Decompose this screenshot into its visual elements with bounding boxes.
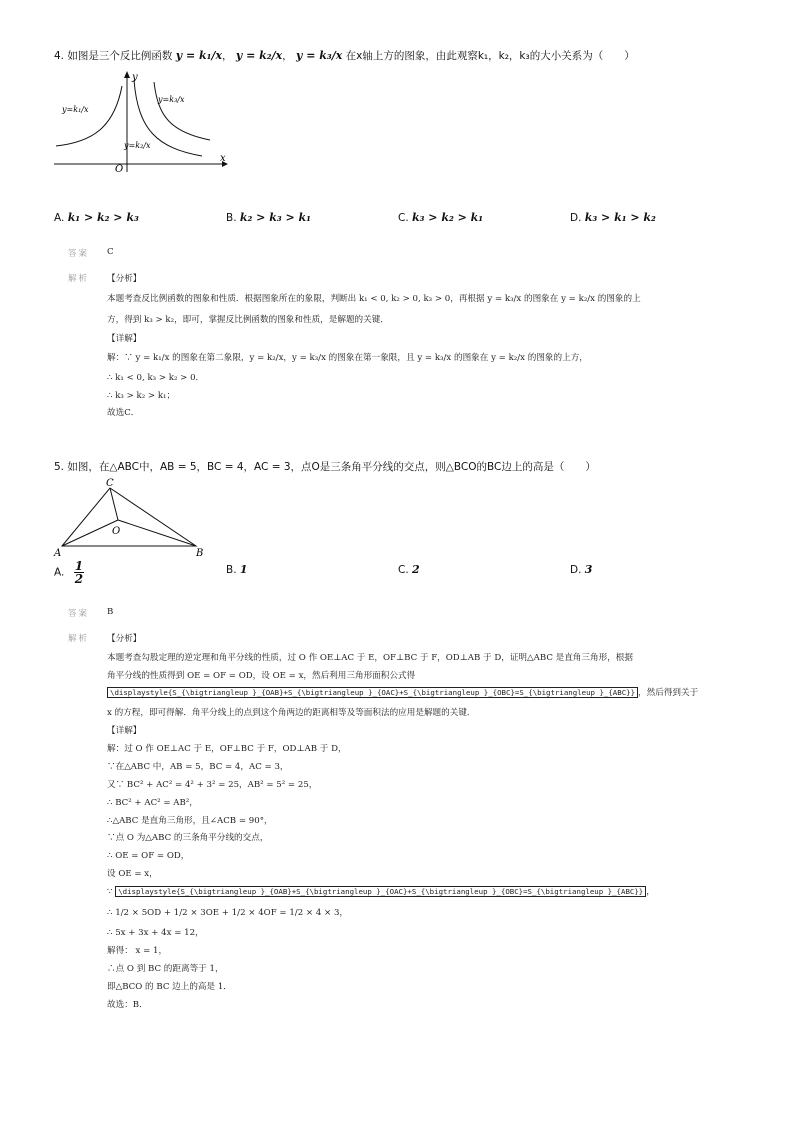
q5-graph <box>52 476 212 560</box>
q5-line: ∵在△ABC 中，AB = 5，BC = 4，AC = 3， <box>107 762 289 772</box>
segment-bo <box>118 520 196 546</box>
option-text: 1 <box>239 563 248 576</box>
q5-formula-line <box>107 885 655 897</box>
label-b: B <box>196 548 204 559</box>
q5-answer-label: 答案 <box>68 609 90 619</box>
option-text: k₃ > k₁ > k₂ <box>584 211 656 224</box>
q5-option-c <box>398 563 420 576</box>
curve-k3 <box>154 82 210 140</box>
q5-line: ∴ OE = OF = OD， <box>107 851 190 861</box>
formula-suffix: ，然后得到关于 <box>638 688 699 698</box>
option-letter: A. <box>54 212 65 224</box>
q5-line: ∴ 5x + 3x + 4x = 12， <box>107 928 204 938</box>
q5-stem-text: 如图，在△ABC中，AB = 5，BC = 4，AC = 3，点O是三条角平分线的交点，则△BCO的BC边上的高是（ ） <box>67 461 596 473</box>
q4-line: 解：∵ y = k₁/x 的图象在第二象限，y = k₂/x，y = k₃/x 的图象在第一象限，且 y = k₃/x 的图象在 y = k₂/x 的图象的上方， <box>107 353 588 363</box>
latex-box: \displaystyle{S_{\bigtriangleup }_{OAB}+S_{\bigtriangleup }_{OAC}+S_{\bigtriangleup }_{OBC}=S_{\bigtriangleup }_{ABC}} <box>115 886 646 897</box>
q4-sep: ， <box>222 50 233 62</box>
option-fraction <box>74 560 84 585</box>
q4-option-a <box>54 211 139 224</box>
option-text: k₃ > k₂ > k₁ <box>412 211 484 224</box>
option-letter: D. <box>570 564 582 576</box>
q5-line: 设 OE = x， <box>107 869 158 879</box>
label-f1: y=k₁/x <box>62 105 89 114</box>
q5-line: 【分析】 <box>107 634 142 644</box>
q4-line: 【分析】 <box>107 274 142 284</box>
q4-line: 本题考查反比例函数的图象和性质．根据图象所在的象限，判断出 k₁ < 0, k₂ > 0, k₃ > 0，再根据 y = k₃/x 的图象在 y = k₂/x 的图象的上 <box>107 294 641 304</box>
curve-k1 <box>56 86 122 146</box>
q5-line: ∴点 O 到 BC 的距离等于 1， <box>107 964 224 974</box>
q4-f2: y = k₂/x <box>235 49 283 62</box>
q4-analysis-label: 解析 <box>68 274 90 284</box>
q4-number: 4. <box>54 50 65 62</box>
option-letter: C. <box>398 212 409 224</box>
q4-graph <box>52 68 232 176</box>
label-a: A <box>54 548 62 559</box>
q4-line: 方，得到 k₃ > k₂，即可，掌握反比例函数的图象和性质，是解题的关键． <box>107 315 389 325</box>
q5-line: 解得： x = 1， <box>107 946 168 956</box>
q4-option-b <box>226 211 311 224</box>
q4-f3: y = k₃/x <box>296 49 343 62</box>
q4-line: ∴ k₁ < 0, k₃ > k₂ > 0． <box>107 373 205 383</box>
label-origin: O <box>115 164 124 175</box>
q4-option-c <box>398 211 483 224</box>
option-text: k₁ > k₂ > k₃ <box>67 211 139 224</box>
y-axis-arrow <box>124 71 130 78</box>
option-letter: D. <box>570 212 582 224</box>
q4-answer: C <box>107 247 114 257</box>
option-text: k₂ > k₃ > k₁ <box>239 211 311 224</box>
label-c: C <box>106 478 114 489</box>
formula-suffix: ， <box>646 887 655 897</box>
q5-line: ∴ 1/2 × 5OD + 1/2 × 3OE + 1/2 × 4OF = 1/2 × 4 × 3， <box>107 908 349 918</box>
triangle-abc <box>62 488 196 546</box>
q5-formula-line <box>107 686 698 698</box>
q5-line: 本题考查勾股定理的逆定理和角平分线的性质，过 O 作 OE⊥AC 于 E，OF⊥BC 于 F，OD⊥AB 于 D，证明△ABC 是直角三角形，根据 <box>107 653 633 663</box>
q4-option-d <box>570 211 656 224</box>
q5-line: ∵点 O 为△ABC 的三条角平分线的交点， <box>107 833 269 843</box>
label-f3: y=k₃/x <box>158 95 185 104</box>
option-text: 2 <box>412 563 420 576</box>
latex-box: \displaystyle{S_{\bigtriangleup }_{OAB}+S_{\bigtriangleup }_{OAC}+S_{\bigtriangleup }_{OBC}=S_{\bigtriangleup }_{ABC}} <box>107 687 638 698</box>
q5-line: 即△BCO 的 BC 边上的高是 1． <box>107 982 232 992</box>
q5-option-a <box>54 560 84 585</box>
q4-sep: ， <box>282 50 293 62</box>
q5-line: ∴ BC² + AC² = AB²， <box>107 798 198 808</box>
label-y: y <box>132 72 138 83</box>
label-f2: y=k₂/x <box>124 141 151 150</box>
q5-line: 故选：B． <box>107 1000 148 1010</box>
q5-line: 【详解】 <box>107 726 142 736</box>
q4-stem <box>54 48 635 70</box>
q4-line: 故选C． <box>107 408 140 418</box>
segment-ao <box>62 520 121 546</box>
fraction-num: 1 <box>74 559 84 573</box>
option-letter: B. <box>226 212 237 224</box>
q5-line: ∴△ABC 是直角三角形，且∠ACB = 90°， <box>107 816 273 826</box>
q4-line: 【详解】 <box>107 334 142 344</box>
option-letter: B. <box>226 564 237 576</box>
q4-stem-prefix: 如图是三个反比例函数 <box>67 50 173 62</box>
q5-line: 又∵ BC² + AC² = 4² + 3² = 25，AB² = 5² = 25， <box>107 780 318 790</box>
q4-stem-suffix: 在x轴上方的图象，由此观察k₁，k₂，k₃的大小关系为（ ） <box>345 50 635 62</box>
q5-option-d <box>570 563 592 576</box>
q5-line: 解：过 O 作 OE⊥AC 于 E，OF⊥BC 于 F，OD⊥AB 于 D， <box>107 744 347 754</box>
because-symbol: ∵ <box>107 887 113 897</box>
option-text: 3 <box>584 563 593 576</box>
q4-f1: y = k₁/x <box>175 49 223 62</box>
option-letter: A. <box>54 566 65 579</box>
q5-stem <box>54 459 596 474</box>
q5-line: x 的方程，即可得解．角平分线上的点到这个角两边的距离相等及等面积法的应用是解题的关键． <box>107 708 476 718</box>
q5-line: 角平分线的性质得到 OE = OF = OD，设 OE = x，然后利用三角形面积公式得 <box>107 671 416 681</box>
q5-analysis-label: 解析 <box>68 634 90 644</box>
fraction-den: 2 <box>74 572 84 586</box>
option-letter: C. <box>398 564 409 576</box>
label-o: O <box>112 526 121 537</box>
q5-answer: B <box>107 607 114 617</box>
q5-number: 5. <box>54 461 65 473</box>
label-x: x <box>220 153 226 164</box>
q4-line: ∴ k₃ > k₂ > k₁； <box>107 391 176 401</box>
q5-option-b <box>226 563 248 576</box>
q4-answer-label: 答案 <box>68 249 90 259</box>
